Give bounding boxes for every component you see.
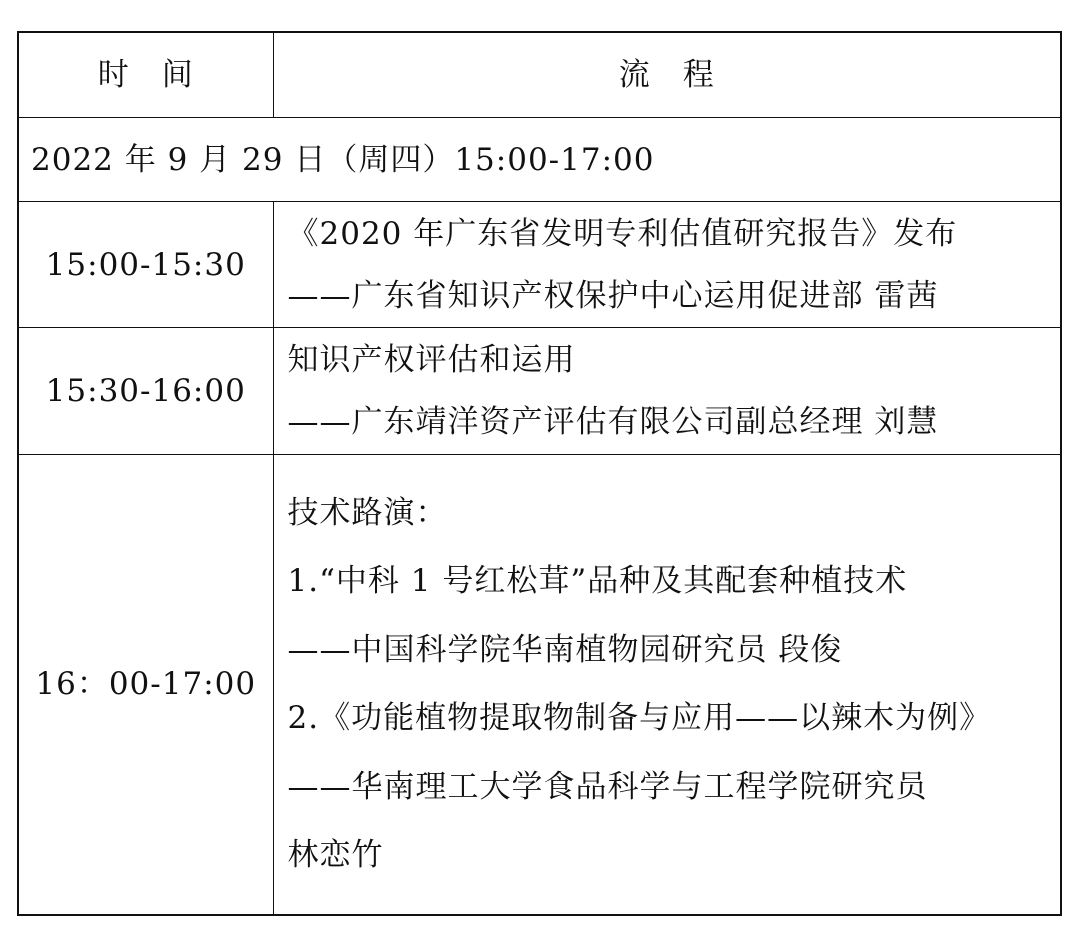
time-column-header: 时 间 bbox=[18, 32, 273, 118]
session-line: 技术路演： bbox=[287, 494, 448, 531]
session-content bbox=[273, 455, 1061, 915]
table-row bbox=[18, 328, 1061, 455]
session-line: 知识产权评估和运用 bbox=[287, 342, 576, 378]
session-line: ——广东靖洋资产评估有限公司副总经理 刘慧 bbox=[287, 404, 939, 440]
table-row bbox=[18, 455, 1061, 915]
session-line: ——华南理工大学食品科学与工程学院研究员 bbox=[287, 768, 928, 805]
session-time: 16：00-17:00 bbox=[18, 455, 273, 915]
session-line: ——广东省知识产权保护中心运用促进部 雷茜 bbox=[287, 277, 939, 314]
session-content bbox=[273, 328, 1061, 455]
header-row bbox=[18, 32, 1061, 118]
date-row bbox=[18, 118, 1061, 202]
schedule-table bbox=[17, 31, 1062, 916]
session-line: 1.“中科 1 号红松茸”品种及其配套种植技术 bbox=[287, 563, 908, 600]
table-row bbox=[18, 202, 1061, 328]
session-line: 林恋竹 bbox=[287, 837, 384, 874]
session-time: 15:30-16:00 bbox=[18, 328, 273, 455]
session-line: 《2020 年广东省发明专利估值研究报告》发布 bbox=[287, 215, 958, 252]
session-line: 2.《功能植物提取物制备与应用——以辣木为例》 bbox=[287, 700, 992, 737]
session-line: ——中国科学院华南植物园研究员 段俊 bbox=[287, 631, 843, 668]
flow-column-header: 流 程 bbox=[273, 32, 1061, 118]
session-time: 15:00-15:30 bbox=[18, 202, 273, 328]
session-content bbox=[273, 202, 1061, 328]
event-date: 2022 年 9 月 29 日（周四）15:00-17:00 bbox=[18, 118, 1061, 202]
